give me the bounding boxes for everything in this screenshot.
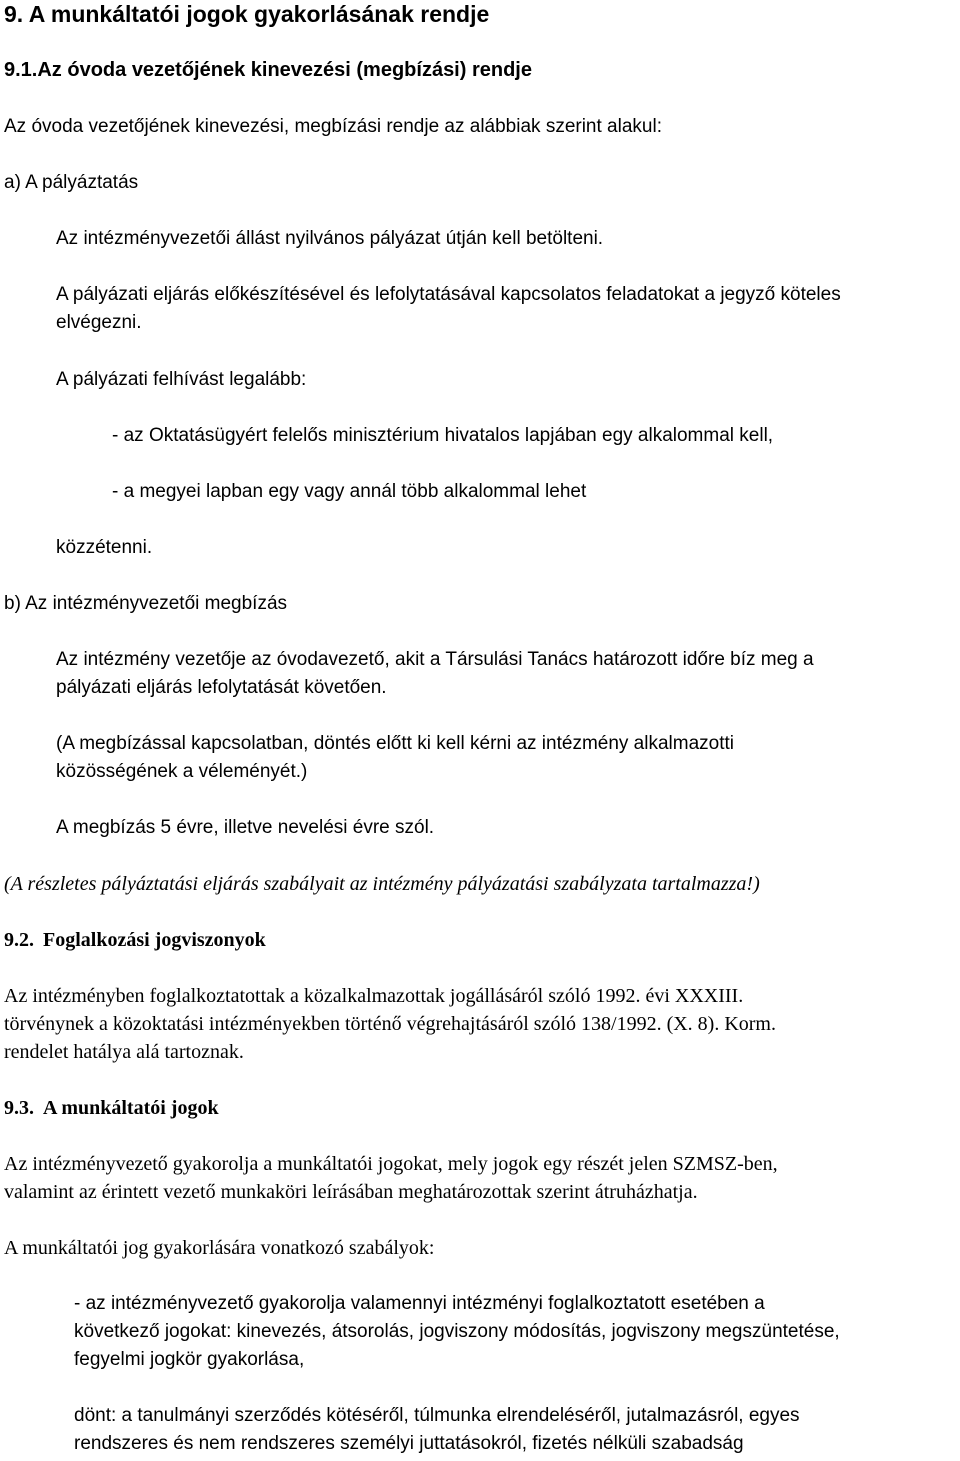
list-item-9-3-2-line-1: dönt: a tanulmányi szerződés kötéséről, túlmunka elrendeléséről, jutalmazásról, egyes bbox=[74, 1405, 800, 1426]
section-9-heading: 9. A munkáltatói jogok gyakorlásának rendje bbox=[4, 1, 490, 27]
list-item-a-2: - a megyei lapban egy vagy annál több alkalommal lehet bbox=[112, 481, 587, 502]
list-item-9-3-1-line-2: következő jogokat: kinevezés, átsorolás, jogviszony módosítás, jogviszony megszüntetése, bbox=[74, 1321, 840, 1342]
paragraph-a-1: Az intézményvezetői állást nyilvános pályázat útján kell betölteni. bbox=[56, 228, 604, 249]
section-9-2-heading bbox=[4, 929, 266, 952]
paragraph-b-2-line-1: (A megbízással kapcsolatban, döntés előtt ki kell kérni az intézmény alkalmazotti bbox=[56, 733, 734, 754]
section-9-3-title: A munkáltatói jogok bbox=[43, 1097, 219, 1119]
paragraph-a-4: közzétenni. bbox=[56, 537, 153, 558]
section-9-3-paragraph-1-line-1: Az intézményvezető gyakorolja a munkáltatói jogokat, mely jogok egy részét jelen SZMSZ-ben, bbox=[4, 1153, 778, 1175]
section-9-3-paragraph-1-line-2: valamint az érintett vezető munkaköri leírásában meghatározottak szerint átruházhatja. bbox=[4, 1181, 698, 1203]
section-9-1-intro: Az óvoda vezetőjének kinevezési, megbízási rendje az alábbiak szerint alakul: bbox=[4, 116, 662, 137]
paragraph-b-2-line-2: közösségének a véleményét.) bbox=[56, 761, 308, 782]
subsection-b-label: b) Az intézményvezetői megbízás bbox=[4, 593, 288, 614]
list-item-9-3-2-line-2: rendszeres és nem rendszeres személyi juttatásokról, fizetés nélküli szabadság bbox=[74, 1433, 744, 1454]
section-9-3-paragraph-2: A munkáltatói jog gyakorlására vonatkozó szabályok: bbox=[4, 1237, 435, 1259]
paragraph-b-3: A megbízás 5 évre, illetve nevelési évre szól. bbox=[56, 817, 435, 838]
list-item-9-3-1-line-3: fegyelmi jogkör gyakorlása, bbox=[74, 1349, 305, 1370]
subsection-a-label: a) A pályáztatás bbox=[4, 172, 139, 193]
section-9-2-paragraph-line-1: Az intézményben foglalkoztatottak a közalkalmazottak jogállásáról szóló 1992. évi XXXIII. bbox=[4, 985, 744, 1007]
section-9-3-heading bbox=[4, 1097, 219, 1120]
section-9-2-number: 9.2. bbox=[4, 929, 34, 951]
section-9-3-number: 9.3. bbox=[4, 1097, 34, 1119]
section-9-1-heading: 9.1.Az óvoda vezetőjének kinevezési (megbízási) rendje bbox=[4, 59, 532, 81]
list-item-a-1: - az Oktatásügyért felelős minisztérium hivatalos lapjában egy alkalommal kell, bbox=[112, 425, 774, 446]
paragraph-a-3: A pályázati felhívást legalább: bbox=[56, 369, 307, 390]
section-9-2-paragraph-line-2: törvénynek a közoktatási intézményekben történő végrehajtásáról szóló 138/1992. (X. 8). Korm. bbox=[4, 1013, 776, 1035]
list-item-9-3-1-line-1: - az intézményvezető gyakorolja valamennyi intézményi foglalkoztatott esetében a bbox=[74, 1293, 765, 1314]
paragraph-a-2-line-2: elvégezni. bbox=[56, 312, 142, 333]
paragraph-b-1-line-1: Az intézmény vezetője az óvodavezető, akit a Társulási Tanács határozott időre bíz meg a bbox=[56, 649, 814, 670]
paragraph-a-2-line-1: A pályázati eljárás előkészítésével és lefolytatásával kapcsolatos feladatokat a jegyző köteles bbox=[56, 284, 841, 305]
italic-note: (A részletes pályáztatási eljárás szabályait az intézmény pályázatási szabályzata tartalmazza!) bbox=[4, 873, 760, 895]
section-9-2-title: Foglalkozási jogviszonyok bbox=[43, 929, 266, 951]
section-9-2-paragraph-line-3: rendelet hatálya alá tartoznak. bbox=[4, 1041, 244, 1063]
paragraph-b-1-line-2: pályázati eljárás lefolytatását követően. bbox=[56, 677, 387, 698]
